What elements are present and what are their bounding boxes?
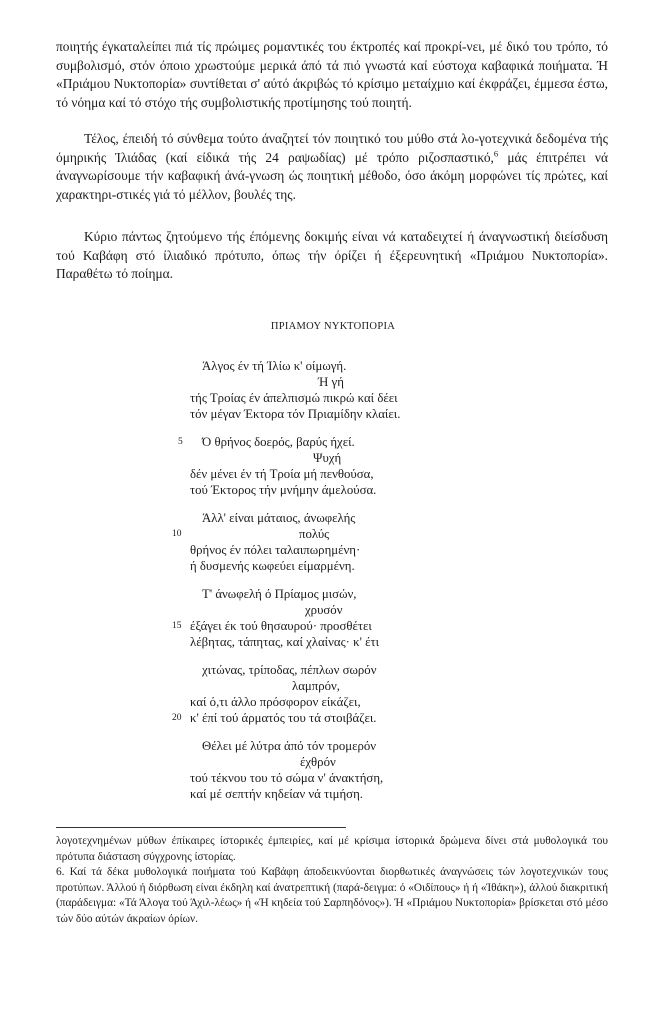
poem-title: ΠΡΙΑΜΟΥ ΝΥΚΤΟΠΟΡΙΑ	[270, 321, 396, 332]
poem-line: Θέλει μέ λύτρα άπό τόν τρομερόν	[202, 739, 377, 753]
poem-line: λέβητας, τάπητας, καί χλαίνας· κ' έτι	[190, 635, 380, 649]
poem-line: καί μέ σεπτήν κηδείαν νά τιμήση.	[190, 787, 363, 801]
poem-line: ή δυσμενής κωφεύει είμαρμένη.	[190, 559, 355, 573]
line-number: 20	[172, 713, 182, 723]
body-paragraph-3: Κύριο πάντως ζητούμενο τής έπόμενης δοκιμής είναι νά καταδειχτεί ή άναγνωστική διείσδυση τού Καβάφη στό ίλιαδικό πρότυπο, όπως τήν όρίζει ή έξερευνητική «Πριάμου Νυκτοπορία». Παραθέτω τό ποίημα.	[56, 229, 608, 281]
poem-line: Ό θρήνος δοερός, βαρύς ήχεί.	[202, 435, 355, 449]
poem-line: χιτώνας, τρίποδας, πέπλων σωρόν	[202, 663, 377, 677]
poem-line: Άλγος έν τή Ίλίω κ' οίμωγή.	[202, 359, 347, 373]
line-number: 5	[178, 437, 183, 447]
poem-line: έχθρόν	[300, 755, 336, 769]
poem-line: τής Τροίας έν άπελπισμώ πικρώ καί δέει	[190, 391, 398, 405]
poem-line: θρήνος έν πόλει ταλαιπωρημένη·	[190, 543, 361, 557]
poem-line: πολύς	[299, 527, 330, 541]
poem-line: Τ' άνωφελή ό Πρίαμος μισών,	[202, 587, 357, 601]
line-number: 10	[172, 529, 182, 539]
poem-line: Άλλ' είναι μάταιος, άνωφελής	[202, 511, 356, 525]
body-paragraph-2-continuation: μάς έπιτρέπει νά άναγνωρίσουμε τήν καβαφική άνά-γνωση ώς ποιητική μέθοδο, όσο άκόμη μορφώνει τίς πρώτες, καί χαρακτηρι-στικές γιά τό μέλλον, βουλές της.	[56, 149, 608, 202]
poem-line: χρυσόν	[305, 603, 343, 617]
body-paragraph-1: ποιητής έγκαταλείπει πιά τίς πρώιμες ρομαντικές του έκτροπές καί προκρί-νει, μέ δικό του τρόπο, τό συμβολισμό, στόν όποιο χρωστούμε μερικά άπό τά πιό γνωστά καί εύστοχα καβαφικά ποιήματα. Ή «Πριάμου Νυκτοπορία» συντίθεται σ' αύτό άκριβώς τό κρίσιμο μεταίχμιο καί έκφράζει, έμμεσα έστω, τό νόημα καί τό στόχο τής συμβολιστικής προτίμησης τού ποιητή.	[56, 39, 608, 110]
poem-line: λαμπρόν,	[292, 679, 341, 693]
poem-line: έξάγει έκ τού θησαυρού· προσθέτει	[190, 619, 372, 633]
poem-line: τού Έκτορος τήν μνήμην άμελούσα.	[190, 483, 377, 497]
poem-line: δέν μένει έν τή Τροία μή πενθούσα,	[190, 467, 374, 481]
line-number: 15	[172, 621, 182, 631]
footnote-6: 6. Καί τά δέκα μυθολογικά ποιήματα τού Καβάφη άποδεικνύονται διορθωτικές άναγνώσεις τών λογοτεχνικών τους προτύπων. Άλλού ή διόρθωση είναι έκδηλη καί άνατρεπτική (παρά-δειγμα: ό «Οιδίπους» ή ή «Ίθάκη»), άλλού διακριτική (παράδειγμα: «Τά Άλογα τού Άχιλ-λέως» ή «Ή κηδεία τού Σαρπηδόνος»). Ή «Πριάμου Νυκτοπορία» βρίσκεται στό μέσο τών δύο αύτών άκραίων όρίων.	[56, 866, 608, 925]
poem-line: Ή γή	[318, 375, 344, 389]
poem-line: καί ό,τι άλλο πρόσφορον είκάζει,	[190, 695, 361, 709]
footnote-divider	[56, 827, 346, 828]
poem-line: τόν μέγαν Έκτορα τόν Πριαμίδην κλαίει.	[190, 407, 401, 421]
body-paragraph-2-text: Τέλος, έπειδή τό σύνθεμα τούτο άναζητεί τόν ποιητικό του μύθο στά λο-γοτεχνικά δεδομένα τής όμηρικής Ίλιάδας (καί είδικά τής 24 ραψωδίας) μέ τρόπο ριζοσπαστικό,	[56, 131, 608, 165]
footnote-continuation: λογοτεχνημένων μύθων έπίκαιρες ίστορικές έμπειρίες, καί μέ κρίσιμα ίστορικά δρώμενα δίνει στά μυθολογικά του πρότυπα διάσταση σύγχρονης ίστορίας.	[56, 835, 608, 863]
poem-line: Ψυχή	[313, 451, 342, 465]
poem-line: κ' έπί τού άρματός του τά στοιβάζει.	[190, 711, 377, 725]
body-paragraph-2	[56, 130, 608, 204]
footnotes	[56, 834, 608, 927]
footnote-reference: 6	[493, 148, 499, 159]
poem-line: τού τέκνου του τό σώμα ν' άνακτήση,	[190, 771, 384, 785]
poem	[0, 358, 666, 818]
